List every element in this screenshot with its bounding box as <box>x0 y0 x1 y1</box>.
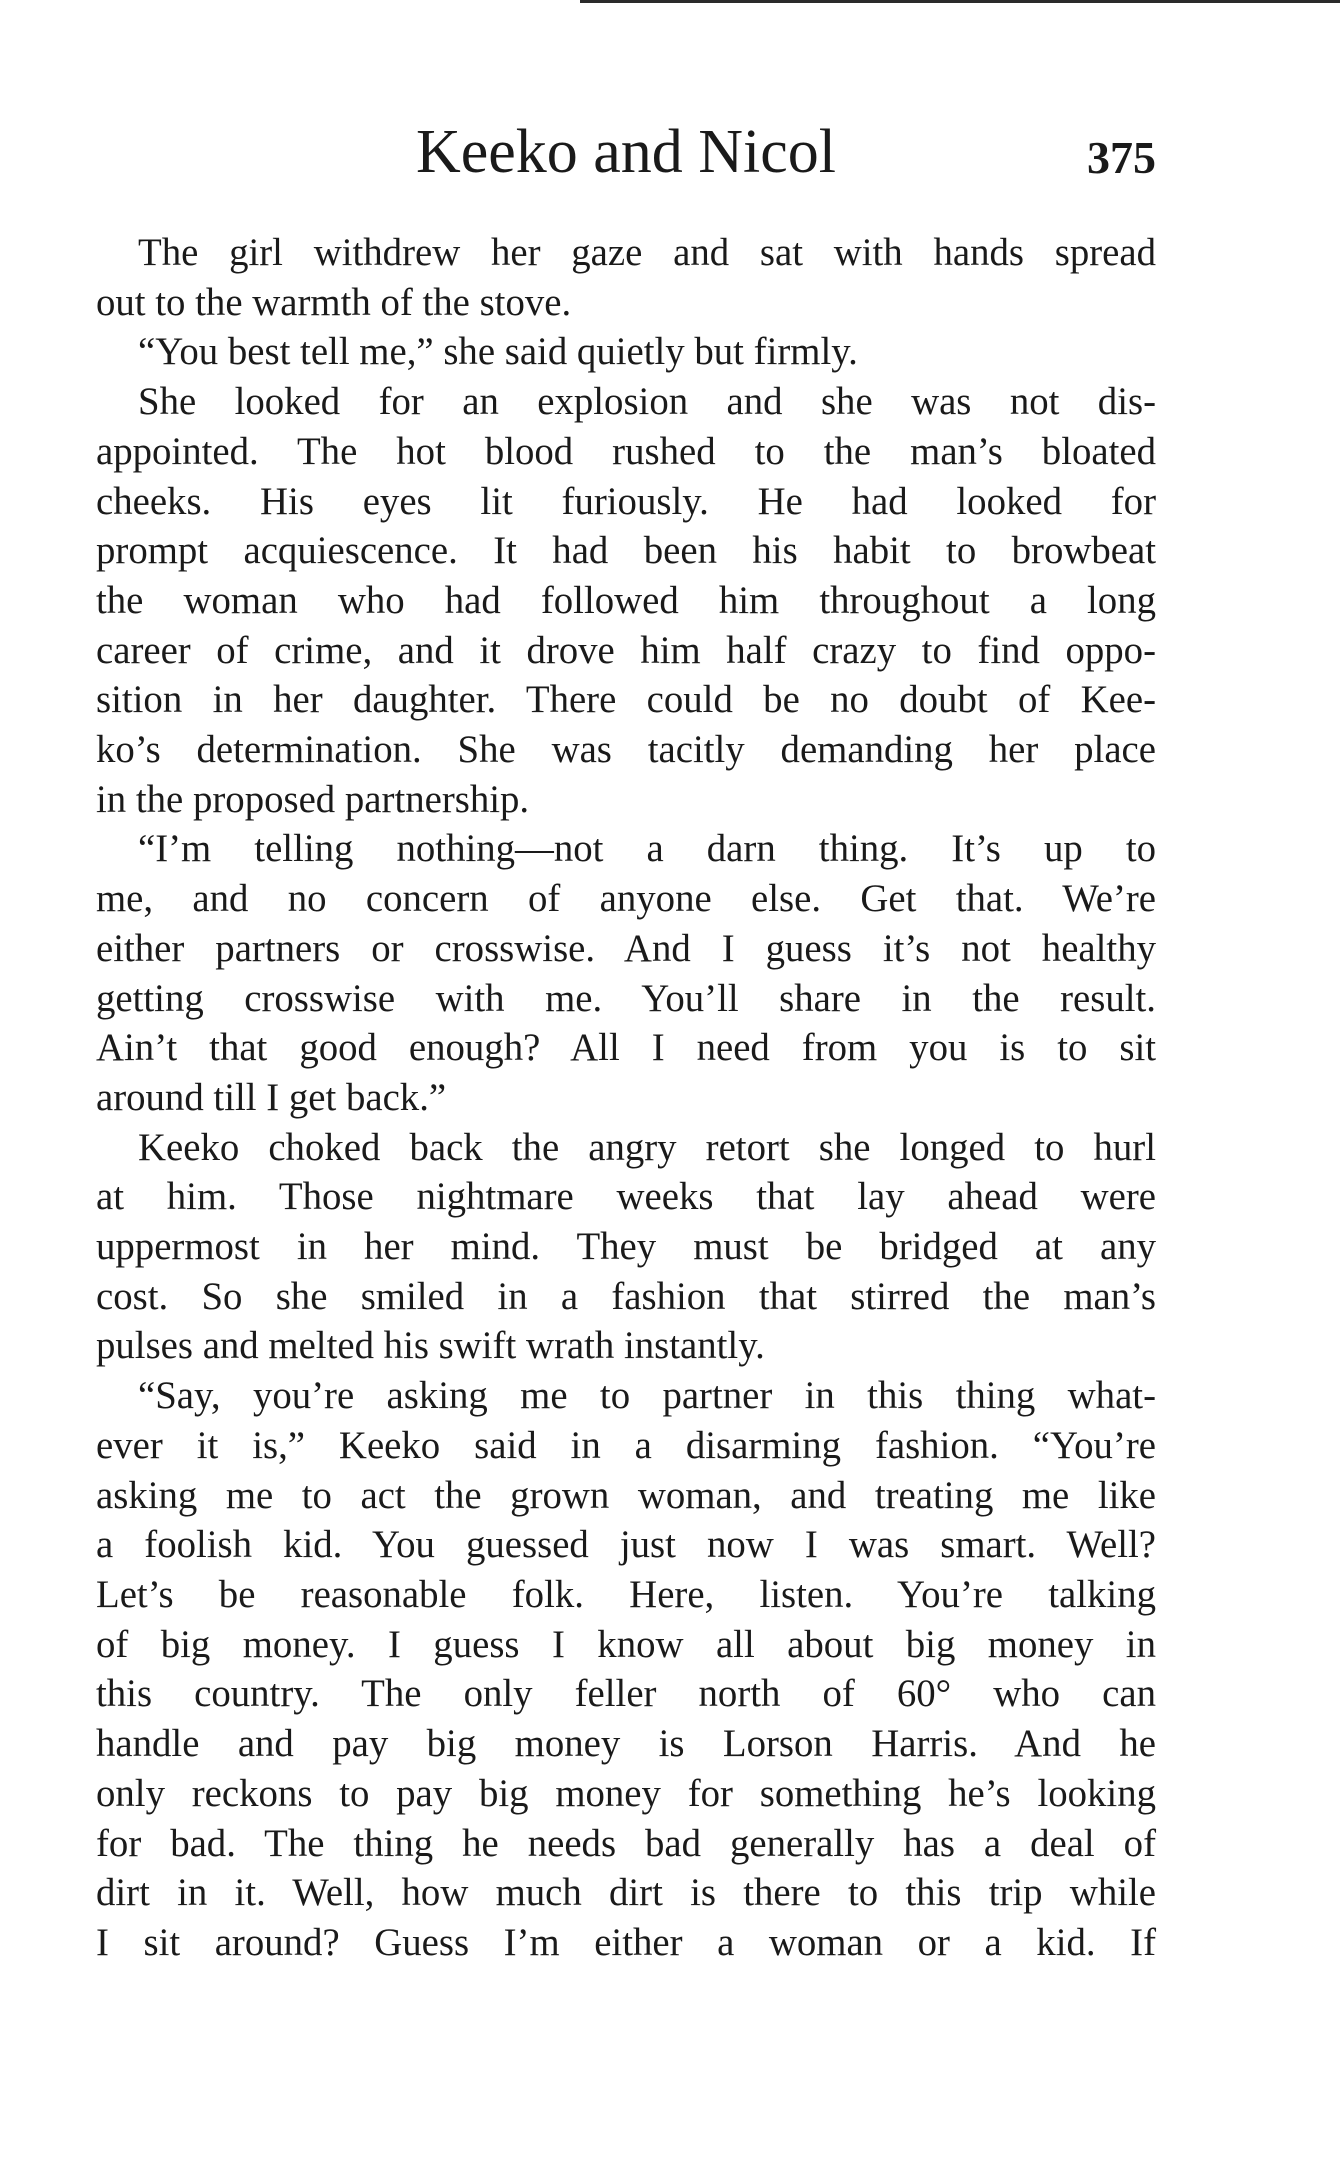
text-line: “Say, you’re asking me to partner in this thing what- <box>138 1374 1156 1418</box>
text-line: Ain’t that good enough? All I need from you is to sit <box>96 1026 1156 1070</box>
running-head <box>96 112 1156 192</box>
text-line: Keeko choked back the angry retort she longed to hurl <box>138 1125 1156 1169</box>
text-line: a foolish kid. You guessed just now I was smart. Well? <box>96 1523 1156 1567</box>
text-line: prompt acquiescence. It had been his habit to browbeat <box>96 529 1156 573</box>
text-line: asking me to act the grown woman, and treating me like <box>96 1473 1156 1517</box>
paragraph <box>96 1123 1156 1372</box>
text-line: of big money. I guess I know all about big money in <box>96 1622 1156 1666</box>
text-line: “You best tell me,” she said quietly but firmly. <box>138 330 858 374</box>
text-line: the woman who had followed him throughout a long <box>96 578 1156 622</box>
text-line: ever it is,” Keeko said in a disarming fashion. “You’re <box>96 1423 1156 1467</box>
text-line: for bad. The thing he needs bad generally has a deal of <box>96 1821 1156 1865</box>
page-number: 375 <box>1087 132 1156 183</box>
text-line: me, and no concern of anyone else. Get that. We’re <box>96 877 1156 921</box>
text-line: either partners or crosswise. And I guess it’s not healthy <box>96 926 1156 970</box>
text-line: I sit around? Guess I’m either a woman or a kid. If <box>96 1920 1156 1964</box>
text-line: in the proposed partnership. <box>96 777 530 821</box>
text-line: this country. The only feller north of 60° who can <box>96 1672 1156 1716</box>
text-line: dirt in it. Well, how much dirt is there to this trip while <box>96 1871 1156 1915</box>
text-line: ko’s determination. She was tacitly demanding her place <box>96 728 1156 772</box>
paragraph <box>96 1371 1156 1967</box>
text-line: appointed. The hot blood rushed to the man’s bloated <box>96 429 1156 473</box>
running-title: Keeko and Nicol <box>415 118 837 186</box>
text-line: “I’m telling nothing—not a darn thing. It’s up to <box>138 827 1156 871</box>
paragraph <box>96 228 1156 327</box>
top-rule <box>580 0 1340 3</box>
text-line: career of crime, and it drove him half crazy to find oppo- <box>96 628 1156 672</box>
text-line: around till I get back.” <box>96 1075 447 1119</box>
text-line: She looked for an explosion and she was not dis- <box>138 380 1156 424</box>
text-line: uppermost in her mind. They must be bridged at any <box>96 1225 1156 1269</box>
text-line: pulses and melted his swift wrath instantly. <box>96 1324 765 1368</box>
text-line: getting crosswise with me. You’ll share in the result. <box>96 976 1156 1020</box>
text-line: only reckons to pay big money for something he’s looking <box>96 1771 1156 1815</box>
text-line: at him. Those nightmare weeks that lay ahead were <box>96 1175 1156 1219</box>
text-line: cost. So she smiled in a fashion that stirred the man’s <box>96 1274 1156 1318</box>
text-line: handle and pay big money is Lorson Harris. And he <box>96 1722 1156 1766</box>
text-line: sition in her daughter. There could be no doubt of Kee- <box>96 678 1156 722</box>
body-text <box>96 228 1156 1968</box>
paragraph <box>96 824 1156 1122</box>
text-line: Let’s be reasonable folk. Here, listen. You’re talking <box>96 1572 1156 1616</box>
text-line: The girl withdrew her gaze and sat with hands spread <box>138 231 1156 274</box>
text-line: cheeks. His eyes lit furiously. He had looked for <box>96 479 1156 523</box>
paragraph <box>96 377 1156 824</box>
paragraph <box>96 327 1156 377</box>
text-line: out to the warmth of the stove. <box>96 280 572 324</box>
